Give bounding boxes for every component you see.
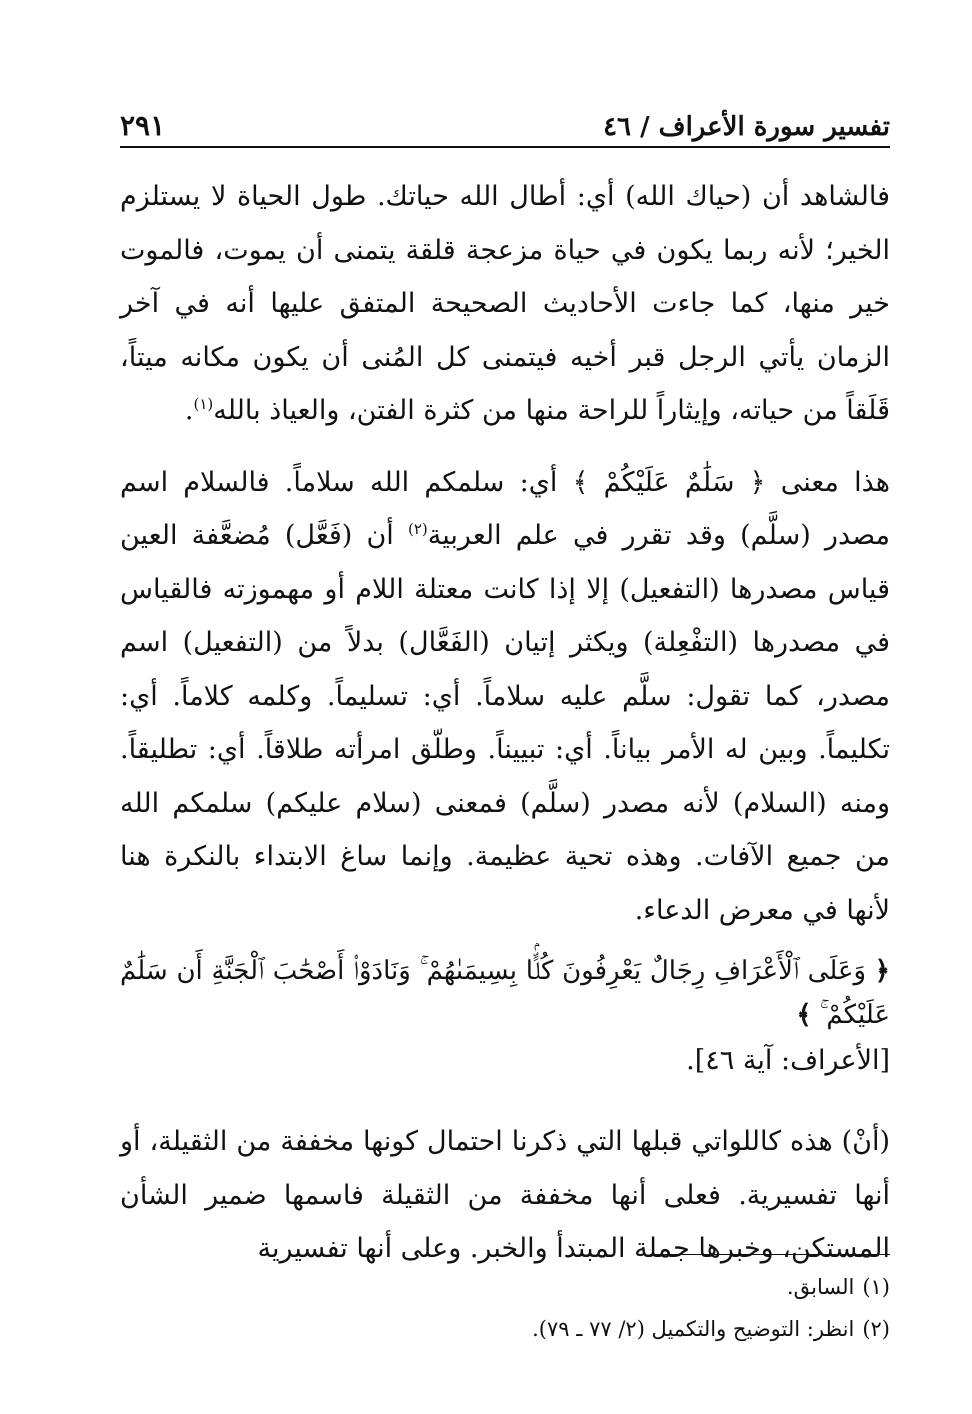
verse-open-bracket: ﴿	[874, 956, 890, 986]
header-title: تفسير سورة الأعراف / ٤٦	[603, 112, 890, 142]
quran-verse	[120, 949, 890, 1037]
paragraph-1	[120, 170, 890, 438]
book-page	[120, 96, 890, 1341]
footnotes	[120, 1266, 890, 1350]
paragraph-2	[120, 456, 890, 938]
paragraph-1-text: فالشاهد أن (حياك الله) أي: أطال الله حياتك. طول الحياة لا يستلزم الخير؛ لأنه ربما يكون في حياة مزعجة قلقة يتمنى أن يموت، فالموت خير منها، كما جاءت الأحاديث الصحيحة المتفق عليها أنه في آخر الزمان يأتي الرجل قبر أخيه فيتمنى كل المُنى أن يكون مكانه ميتاً، قَلَقاً من حياته، وإيثاراً للراحة منها من كثرة الفتن، والعياذ بالله	[120, 181, 890, 426]
paragraph-3: (أنْ) هذه كاللواتي قبلها التي ذكرنا احتمال كونها مخففة من الثقيلة، أو أنها تفسيرية. فعلى أنها مخففة من الثقيلة فاسمها ضمير الشأن المستكن، وخبرها جملة المبتدأ والخبر. وعلى أنها تفسيرية	[120, 1126, 890, 1264]
footnote-1	[120, 1266, 890, 1308]
paragraph-1-end: .	[184, 395, 194, 426]
paragraph-2-text-a: هذا معنى ﴿ سَلَٰمٌ عَلَيْكُمْ ﴾ أي: سلمكم الله سلاماً. فالسلام اسم مصدر (سلَّم) وقد تقرر في علم العربية	[120, 466, 890, 551]
footnote-ref-1: (١)	[193, 395, 214, 413]
footnote-divider	[650, 1254, 890, 1255]
footnote-2	[120, 1308, 890, 1350]
page-number: ٢٩١	[120, 109, 166, 142]
verse-text: وَعَلَى ٱلْأَعْرَافِ رِجَالٌ يَعْرِفُونَ كُلًّۢا بِسِيمَىٰهُمْ ۚ وَنَادَوْا۟ أَصْحَٰبَ ٱلْجَنَّةِ أَن سَلَٰمٌ عَلَيْكُمْ ۚ	[120, 956, 890, 1030]
footnote-2-number: (٢)	[862, 1317, 890, 1341]
running-header	[120, 96, 890, 148]
footnote-ref-2: (٢)	[408, 520, 428, 538]
footnote-1-text: السابق.	[786, 1275, 855, 1299]
verse-close-bracket: ﴾	[796, 1000, 812, 1030]
footnote-2-text: انظر: التوضيح والتكميل (٢/ ٧٧ ـ ٧٩).	[532, 1317, 855, 1341]
verse-reference: [الأعراف: آية ٤٦].	[686, 1045, 890, 1076]
paragraph-2-text-b: أن (فَعَّل) مُضعَّفة العين قياس مصدرها (التفعيل) إلا إذا كانت معتلة اللام أو مهموزته فالقياس في مصدرها (التفْعِلة) ويكثر إتيان (الفَعَّال) بدلاً من (التفعيل) اسم مصدر، كما تقول: سلَّم عليه سلاماً. أي: تسليماً. وكلمه كلاماً. أي: تكليماً. وبين له الأمر بياناً. أي: تبييناً. وطلّق امرأته طلاقاً. أي: تطليقاً. ومنه (السلام) لأنه مصدر (سلَّم) فمعنى (سلام عليكم) سلمكم الله من جميع الآفات. وهذه تحية عظيمة. وإنما ساغ الابتداء بالنكرة هنا لأنها في معرض الدعاء.	[120, 520, 890, 926]
footnote-1-number: (١)	[862, 1275, 890, 1299]
